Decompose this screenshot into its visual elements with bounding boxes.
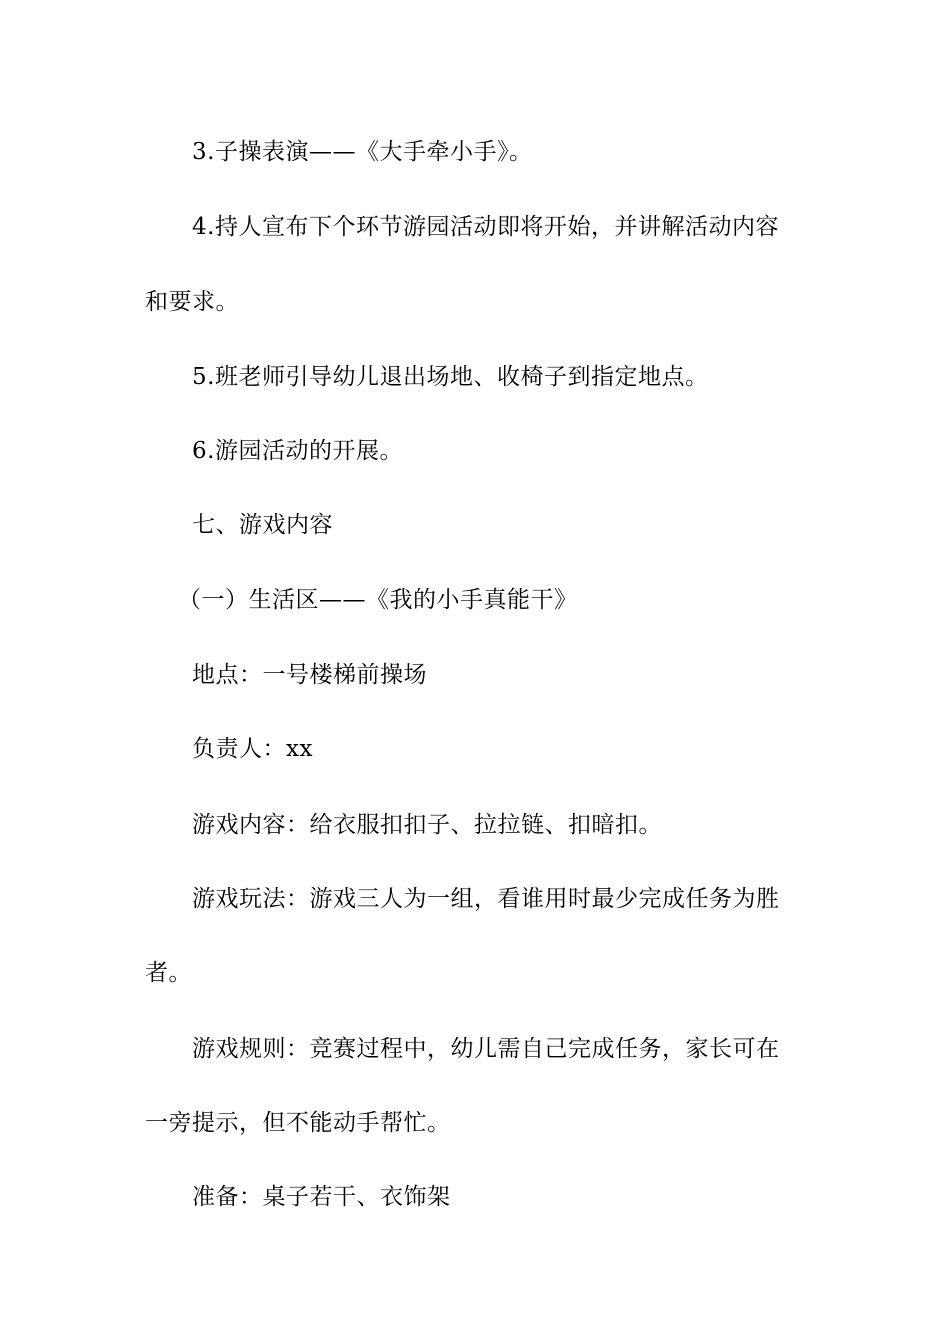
- game-rules-line: 游戏规则：竞赛过程中，幼儿需自己完成任务，家长可在: [192, 1036, 780, 1062]
- location-line: 地点：一号楼梯前操场: [192, 662, 427, 688]
- paragraph-item-4-continued: 和要求。: [145, 289, 239, 315]
- paragraph-item-3: 3.子操表演——《大手牵小手》。: [192, 139, 533, 165]
- paragraph-item-4: 4.持人宣布下个环节游园活动即将开始，并讲解活动内容: [192, 214, 779, 240]
- person-in-charge-line: 负责人：xx: [192, 736, 313, 762]
- paragraph-item-5: 5.班老师引导幼儿退出场地、收椅子到指定地点。: [192, 364, 709, 390]
- section-heading-game-content: 七、游戏内容: [192, 512, 333, 538]
- game-play-line-continued: 者。: [145, 960, 192, 986]
- subsection-heading-life-area: （一）生活区——《我的小手真能干》: [178, 587, 578, 613]
- game-rules-line-continued: 一旁提示，但不能动手帮忙。: [145, 1110, 451, 1136]
- game-play-line: 游戏玩法：游戏三人为一组，看谁用时最少完成任务为胜: [192, 886, 780, 912]
- paragraph-item-6: 6.游园活动的开展。: [192, 438, 403, 464]
- game-content-line: 游戏内容：给衣服扣扣子、拉拉链、扣暗扣。: [192, 812, 662, 838]
- preparation-line: 准备：桌子若干、衣饰架: [192, 1184, 451, 1210]
